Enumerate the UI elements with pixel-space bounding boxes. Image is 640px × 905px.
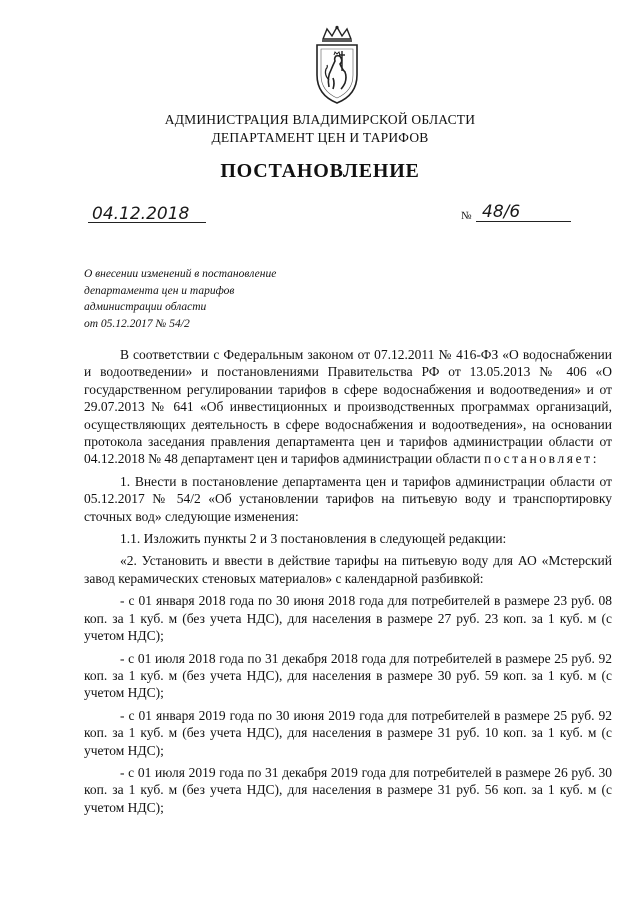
number-underline	[476, 221, 571, 222]
department-name: ДЕПАРТАМЕНТ ЦЕН И ТАРИФОВ	[211, 130, 429, 145]
tariff-period-paragraph: - с 01 июля 2019 года по 31 декабря 2019 года для потребителей в размере 26 руб. 30 коп. за 1 куб. м (без учета НДС), для населения в размере 31 руб. 56 коп. за 1 куб. м (с учетом НДС);	[84, 764, 612, 815]
document-number: 48/6	[482, 202, 521, 222]
resolve-word: постановляет:	[484, 451, 600, 467]
document-title: ПОСТАНОВЛЕНИЕ	[220, 160, 420, 182]
preamble-text: В соответствии с Федеральным законом от 07.12.2011 № 416-ФЗ «О водоснабжении и водоотведении» и постановлениями Правительства РФ от 13.05.2013 № 406 «О государственном регулировании тарифов в сфере водоснабжения и водоотведения» и от 29.07.2013 № 641 «Об инвестиционных и производственных программах организаций, осуществляющих деятельность в сфере водоснабжения и водоотведения», на основании протокола заседания правления департамента цен и тарифов администрации области от 04.12.2018 № 48 департамент цен и тарифов администрации области	[84, 347, 612, 467]
tariff-period-paragraph: - с 01 января 2019 года по 30 июня 2019 года для потребителей в размере 25 руб. 92 коп. за 1 куб. м (без учета НДС), для населения в размере 31 руб. 10 коп. за 1 куб. м (с учетом НДС);	[84, 707, 612, 758]
document-subject	[84, 266, 276, 332]
preamble-paragraph	[84, 346, 612, 468]
item-2-intro-paragraph: «2. Установить и ввести в действие тарифы на питьевую воду для АО «Мстерский завод керамических стеновых материалов» с календарной разбивкой:	[84, 553, 612, 586]
coat-of-arms-icon	[305, 25, 369, 107]
document-date: 04.12.2018	[92, 204, 190, 224]
item-1-1-paragraph: 1.1. Изложить пункты 2 и 3 постановления в следующей редакции:	[120, 531, 507, 547]
date-underline	[88, 222, 206, 223]
tariff-period-paragraph: - с 01 января 2018 года по 30 июня 2018 года для потребителей в размере 23 руб. 08 коп. за 1 куб. м (без учета НДС), для населения в размере 27 руб. 23 коп. за 1 куб. м (с учетом НДС);	[84, 593, 612, 644]
organization-name: АДМИНИСТРАЦИЯ ВЛАДИМИРСКОЙ ОБЛАСТИ	[164, 112, 476, 127]
subject-line: от 05.12.2017 № 54/2	[84, 317, 190, 330]
subject-line: О внесении изменений в постановление	[84, 268, 277, 280]
tariff-period-paragraph: - с 01 июля 2018 года по 31 декабря 2018 года для потребителей в размере 25 руб. 92 коп. за 1 куб. м (без учета НДС), для населения в размере 30 руб. 59 коп. за 1 куб. м (с учетом НДС);	[84, 650, 612, 701]
document-body	[84, 346, 612, 816]
number-sign: №	[461, 210, 472, 222]
item-1-paragraph: 1. Внести в постановление департамента цен и тарифов администрации области от 05.12.2017 № 54/2 «Об установлении тарифов на питьевую воду и транспортировку сточных вод» следующие изменения:	[84, 473, 612, 524]
subject-line: департамента цен и тарифов	[84, 284, 235, 297]
subject-line: администрации области	[84, 301, 207, 313]
